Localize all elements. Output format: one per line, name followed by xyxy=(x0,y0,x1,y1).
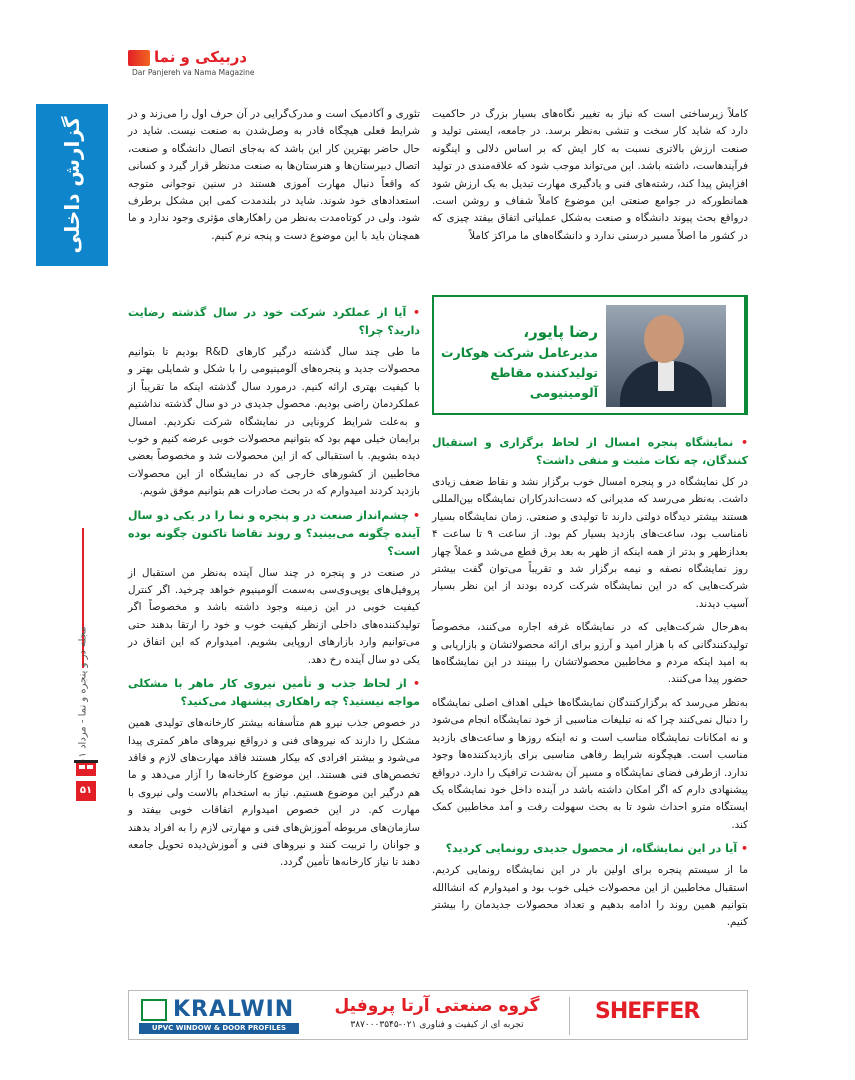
question-heading: • آیا در این نمایشگاه، از محصول جدیدی رونمایی کردید؟ xyxy=(445,842,748,856)
paragraph: ما از سیستم پنجره برای اولین بار در این نمایشگاه رونمایی کردیم. استقبال مخاطبین از این محصولات خیلی خوب بود و امیدوارم که انشاالله بتوانیم همین روند را ادامه بدهیم و تعداد محصولات جدیدمان را بیشتر کنیم. xyxy=(432,864,748,929)
article-column-left-top xyxy=(128,106,420,278)
paragraph: ما طی چند سال گذشته درگیر کارهای R&D بودیم تا بتوانیم محصولات جدید و پنجره‌های آلومینیومی را با شکل و شمایلی بهتر و با کیفیت بهتری ارائه کنیم. درمورد سال گذشته اینکه ما تقریباً از عملکردمان راضی بودیم. محصول جدیدی در دو سال گذشته نداشتیم و به‌علت شرایط کرونایی در نمایشگاه شرکت نکردیم. امسال برایمان خیلی مهم بود که بتوانیم محصولات خوبی عرضه کنیم و خوب دیده بشویم. با استقبالی که از این محصولات شد و مخصوصاً بعضی مخاطبین از کشورهای خارجی که در نمایشگاه از این محصولات بازدید کردند امیدوارم که در بحث صادرات هم بتوانیم موفق شویم. xyxy=(128,346,420,498)
kralwin-name: KRALWIN xyxy=(173,997,295,1022)
advertisement-banner[interactable] xyxy=(128,990,748,1040)
paragraph: در کل نمایشگاه در و پنجره امسال خوب برگزار نشد و نقاط ضعف زیادی داشت. به‌نظر می‌رسد که مدیرانی که دست‌اندرکاران نمایشگاه بین‌المللی هستند بیشتر دیدگاه دولتی دارند تا تولیدی و صنعتی. زمان نمایشگاه بسیار نامناسب بود، ساعت‌های بازدید بسیار کم بود. از ساعت ۹ تا ساعت ۴ بعدازظهر و بدتر از همه اینکه از ظهر به بعد برق قطع می‌شد و عملاً چهار روز نمایشگاه نصفه و نیمه برگزار شد و تقریباً می‌توان گفت بیشتر شرکت‌هایی که در این نمایشگاه شرکت کرده بودند از این نظر بسیار آسیب دیدند. xyxy=(432,476,749,610)
issue-text: مجله در و پنجره و نما - مرداد xyxy=(77,626,89,749)
paragraph: در خصوص جذب نیرو هم متأسفانه بیشتر کارخانه‌های تولیدی همین مشکل را دارند که نیروهای فنی و درواقع نیروهای ماهر کمتری پیدا می‌شود و بیشتر افرادی که بیکار هستند فاقد مهارت‌های لازم و فاقد تخصص‌های فنی هستند. این موضوع کارخانه‌ها را آزار می‌دهد و ما هم درگیر این موضوع هستیم. نیاز به استخدام بالاست ولی نیروی با مهارت کم. در این خصوص امیدوارم اتفاقات خوبی بیفتد و سازمان‌های مربوطه آموزش‌های فنی و مهارتی لازم را به افراد بدهند و جوانان را تربیت کنند و نیروهای فنی و آموزش‌دیده تحویل جامعه دهند تا نیاز کارخانه‌ها تأمین گردد. xyxy=(128,717,420,869)
portrait-photo xyxy=(606,305,726,407)
interviewee-role: مدیرعامل شرکت هوکارت xyxy=(440,345,598,360)
article-column-left xyxy=(128,300,420,980)
logo-mark-icon xyxy=(128,50,150,66)
ad-tagline: تجربه ای از کیفیت و فناوری ۰۲۱-۳۸۷۰۰۰۳۵۴۵ xyxy=(350,1020,524,1030)
article-column-right xyxy=(432,430,748,978)
interviewee-caption xyxy=(434,321,598,403)
paragraph: کاملاً زیرساختی است که نیاز به تغییر نگاه‌های بسیار بزرگ در حاکمیت دارد که شاید کار سخت و تنشی به‌نظر برسد. در جامعه، ایستی تولید و صنعت ارزش بالاتری نسبت به کار ایش که بر اساس دلالی و اینگونه فرآیندهاست، داشته باشد. این می‌تواند موجب شود که علاقه‌مندی در تولید افزایش پیدا کند، رشته‌های فنی و یادگیری مهارت تبدیل به یک ارزش شود همانطورکه در جوامع صنعتی این موضوع کاملاً شفاف و روشن است. درواقع بحث پیوند دانشگاه و صنعت به‌شکل عملیاتی اتفاق بیفتد چیزی که در کشور ما اصلاً مسیر درستی ندارد و دانشگاه‌های ما مراکز کاملاً xyxy=(432,108,748,242)
logo-subtitle: Dar Panjereh va Nama Magazine xyxy=(132,68,255,77)
ad-group-name: گروه صنعتی آرتا پروفیل xyxy=(334,996,540,1016)
paragraph: به‌نظر می‌رسد که برگزارکنندگان نمایشگاه‌ها خیلی اهداف اصلی نمایشگاه را دنبال نمی‌کنند چرا که نه تبلیغات مناسبی از خود نمایشگاه انجام می‌شود و نه امکانات نمایشگاه مناسب است و نه اینکه روزها و ساعت‌های بازدید مناسب است. هیچگونه شرایط رفاهی مناسبی برای بازدیدکننده‌ها وجود ندارد. ازطرفی فضای نمایشگاه و مسیر آن به‌شدت ترافیک را دارد. درواقع پیشنهادی دارم که اگر امکان داشته باشد در آینده داخل خود نمایشگاه یک ایستگاه مترو احداث شود تا به بحث سهولت رفت و آمد مخاطبین کمک کند. xyxy=(432,696,748,831)
question-heading: • چشم‌انداز صنعت در و پنجره و نما را در یکی دو سال آینده چگونه می‌بینید؟ و روند تقاضا تاکنون چگونه بوده است؟ xyxy=(128,508,420,558)
question-heading: • آیا از عملکرد شرکت خود در سال گذشته رضایت دارید؟ چرا؟ xyxy=(128,306,420,337)
kralwin-tagline: UPVC WINDOW & DOOR PROFILES xyxy=(139,1023,299,1034)
question-heading: • از لحاظ جذب و تأمین نیروی کار ماهر با مشکلی مواجه نیستید؟ چه راهکاری پیشنهاد می‌کنید؟ xyxy=(128,677,420,709)
section-title: گزارش داخلی xyxy=(60,116,84,254)
magazine-logo xyxy=(128,48,255,78)
paragraph: به‌هرحال شرکت‌هایی که در نمایشگاه غرفه اجاره می‌کنند، مخصوصاً تولیدکنندگانی که با هزار امید و آرزو برای ارائه محصولاتشان و بازاریابی و به امید اینکه مردم و مخاطبین محصولاتشان را ببینند در این نمایشگاه‌ها حضور پیدا می‌کنند. xyxy=(432,621,748,686)
sheffer-logo: SHEFFER xyxy=(595,999,700,1024)
ad-divider xyxy=(569,997,570,1035)
paragraph: در صنعت در و پنجره در چند سال آینده به‌نظر من استقبال از پروفیل‌های یو‌پی‌وی‌سی به‌سمت آلومینیوم خواهد چرخید. اگر کنترل کیفیت خوبی در این زمینه وجود داشته باشد و مخصوصاً اگر تولیدکننده‌های داخلی ازنظر کیفیت خوب و خود را ارتقا بدهند حتی می‌توانیم وارد بازارهای اروپایی بشویم. امیدوارم که این اتفاق در یکی دو سال آینده رخ دهد. xyxy=(128,566,420,666)
ad-center xyxy=(317,995,557,1037)
paragraph: تئوری و آکادمیک است و مدرک‌گرایی در آن حرف اول را می‌زند و در شرایط فعلی هیچگاه قادر به وصل‌شدن به صنعت نیست. شاید در حال حاضر بهترین کار این باشد که به‌جای اتصال دانشگاه و صنعت، اتصال دبیرستان‌ها و هنرستان‌ها به صنعت مدنظر قرار گیرد و کسانی که واقعاً دنبال مهارت آموزی هستند در سنین نوجوانی متوجه استعدادهای خود شوند. شاید در بلندمدت کمی این مشکل برطرف شود. ولی در کوتاه‌مدت به‌نظر من راهکارهای مؤثری وجود ندارد و ما همچنان باید با این موضوع دست و پنجه نرم کنیم. xyxy=(128,108,420,242)
window-frame-icon xyxy=(74,758,98,778)
window-icon xyxy=(141,999,167,1021)
section-tab xyxy=(36,104,108,266)
article-column-right-top xyxy=(432,106,748,278)
logo-name: دربیکی و نما xyxy=(154,48,248,66)
issue-info xyxy=(73,626,93,760)
interviewee-company: تولیدکننده مقاطع آلومینیومی xyxy=(490,365,598,400)
interviewee-name: رضا پایور، xyxy=(523,323,598,341)
interviewee-box xyxy=(432,295,748,415)
question-heading: • نمایشگاه پنجره امسال از لحاظ برگزاری و استقبال کنندگان، چه نکات مثبت و منفی داشت؟ xyxy=(432,436,748,467)
page-number: ۵۱ xyxy=(76,781,96,801)
kralwin-logo xyxy=(139,997,299,1035)
